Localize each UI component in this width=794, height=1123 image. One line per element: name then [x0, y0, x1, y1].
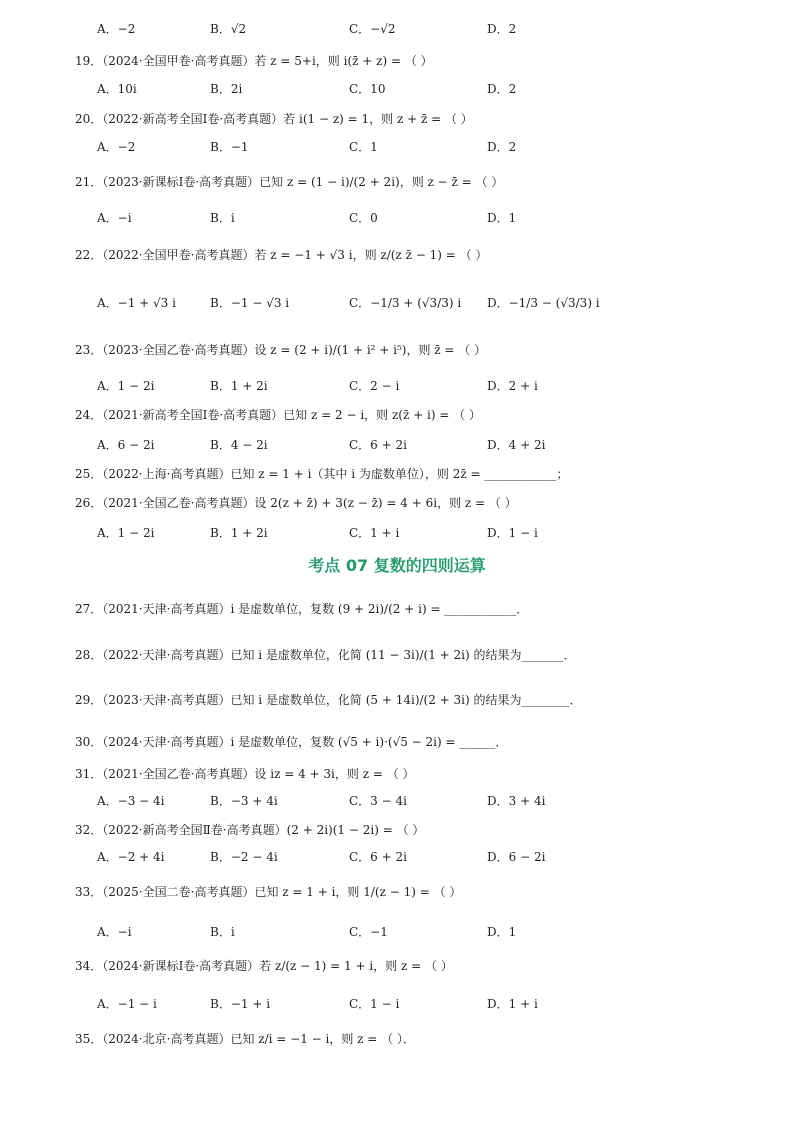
- option-c: C．0: [349, 211, 378, 225]
- option-a: A．1 − 2i: [97, 526, 155, 540]
- option-b: B．−2 − 4i: [210, 850, 278, 864]
- option-a: A．−i: [97, 925, 132, 939]
- option-d: D．2 + i: [487, 379, 538, 393]
- option-b: B．1 + 2i: [210, 526, 268, 540]
- option-d: D．1: [487, 925, 517, 939]
- option-a: A．10i: [97, 82, 137, 96]
- option-b: B．−1: [210, 140, 249, 154]
- section-title: 考点 07 复数的四则运算: [308, 556, 486, 575]
- option-b: B．−1 + i: [210, 997, 271, 1011]
- option-b: B．√2: [210, 22, 247, 36]
- option-d: D．2: [487, 140, 517, 154]
- question-26: 26．（2021·全国乙卷·高考真题）设 2(z + z̄) + 3(z − z̄) = 4 + 6i，则 z = （ ）: [75, 496, 517, 510]
- option-d: D．−1/3 − (√3/3) i: [487, 296, 600, 310]
- option-b: B．4 − 2i: [210, 438, 268, 452]
- question-34: 34．（2024·新课标Ⅰ卷·高考真题）若 z/(z − 1) = 1 + i，则 z = （ ）: [75, 959, 453, 973]
- option-d: D．3 + 4i: [487, 794, 546, 808]
- options-row: [75, 377, 734, 395]
- question-30: 30．（2024·天津·高考真题）i 是虚数单位，复数 (√5 + i)·(√5 − 2i) = ______．: [75, 735, 508, 749]
- option-c: C．2 − i: [349, 379, 400, 393]
- question-19: 19．（2024·全国甲卷·高考真题）若 z = 5+i，则 i(z̄ + z) = （ ）: [75, 54, 433, 68]
- option-d: D．6 − 2i: [487, 850, 546, 864]
- option-c: C．−1: [349, 925, 388, 939]
- options-row: [75, 923, 734, 941]
- option-a: A．−1 − i: [97, 997, 157, 1011]
- option-c: C．1 + i: [349, 526, 400, 540]
- options-row: [75, 436, 734, 454]
- question-22: 22．（2022·全国甲卷·高考真题）若 z = −1 + √3 i，则 z/(z z̄ − 1) = （ ）: [75, 248, 488, 262]
- option-c: C．6 + 2i: [349, 850, 407, 864]
- option-d: D．1: [487, 211, 517, 225]
- question-33: 33．（2025·全国二卷·高考真题）已知 z = 1 + i，则 1/(z − 1) = （ ）: [75, 885, 462, 899]
- options-row: [75, 209, 734, 227]
- question-31: 31．（2021·全国乙卷·高考真题）设 iz = 4 + 3i，则 z = （ ）: [75, 767, 415, 781]
- option-d: D．1 − i: [487, 526, 538, 540]
- option-d: D．4 + 2i: [487, 438, 546, 452]
- option-a: A．−2: [97, 140, 136, 154]
- question-35: 35．（2024·北京·高考真题）已知 z/i = −1 − i，则 z = （ ）．: [75, 1032, 415, 1046]
- question-25: 25．（2022·上海·高考真题）已知 z = 1 + i（其中 i 为虚数单位），则 2z̄ = ____________；: [75, 467, 569, 481]
- option-d: D．2: [487, 82, 517, 96]
- options-row: [75, 792, 734, 810]
- options-row: [75, 80, 734, 98]
- options-row: [75, 995, 734, 1013]
- option-a: A．−1 + √3 i: [97, 296, 176, 310]
- question-28: 28．（2022·天津·高考真题）已知 i 是虚数单位，化简 (11 − 3i)/(1 + 2i) 的结果为_______．: [75, 648, 576, 662]
- option-b: B．−1 − √3 i: [210, 296, 290, 310]
- option-b: B．−3 + 4i: [210, 794, 278, 808]
- options-row: [75, 20, 734, 38]
- option-c: C．−1/3 + (√3/3) i: [349, 296, 462, 310]
- option-c: C．6 + 2i: [349, 438, 407, 452]
- options-row: [75, 848, 734, 866]
- option-a: A．−i: [97, 211, 132, 225]
- question-23: 23．（2023·全国乙卷·高考真题）设 z = (2 + i)/(1 + i² + i⁵)，则 z̄ = （ ）: [75, 343, 487, 357]
- options-row: [75, 138, 734, 156]
- option-c: C．10: [349, 82, 386, 96]
- question-27: 27．（2021·天津·高考真题）i 是虚数单位，复数 (9 + 2i)/(2 + i) = ____________．: [75, 602, 529, 616]
- question-21: 21．（2023·新课标Ⅰ卷·高考真题）已知 z = (1 − i)/(2 + 2i)，则 z − z̄ = （ ）: [75, 175, 504, 189]
- option-a: A．−3 − 4i: [97, 794, 165, 808]
- option-c: C．1: [349, 140, 378, 154]
- option-b: B．1 + 2i: [210, 379, 268, 393]
- option-c: C．3 − 4i: [349, 794, 407, 808]
- option-a: A．−2 + 4i: [97, 850, 165, 864]
- option-a: A．−2: [97, 22, 136, 36]
- question-29: 29．（2023·天津·高考真题）已知 i 是虚数单位，化简 (5 + 14i)/(2 + 3i) 的结果为________．: [75, 693, 582, 707]
- question-32: 32．（2022·新高考全国Ⅱ卷·高考真题）(2 + 2i)(1 − 2i) = （ ）: [75, 823, 425, 837]
- options-row: [75, 524, 734, 542]
- option-b: B．i: [210, 925, 235, 939]
- options-row: [75, 294, 734, 312]
- question-20: 20．（2022·新高考全国Ⅰ卷·高考真题）若 i(1 − z) = 1，则 z + z̄ = （ ）: [75, 112, 473, 126]
- option-d: D．1 + i: [487, 997, 538, 1011]
- option-b: B．i: [210, 211, 235, 225]
- option-d: D．2: [487, 22, 517, 36]
- question-24: 24．（2021·新高考全国Ⅰ卷·高考真题）已知 z = 2 − i，则 z(z̄ + i) = （ ）: [75, 408, 481, 422]
- option-c: C．−√2: [349, 22, 396, 36]
- option-c: C．1 − i: [349, 997, 400, 1011]
- option-a: A．6 − 2i: [97, 438, 155, 452]
- option-a: A．1 − 2i: [97, 379, 155, 393]
- option-b: B．2i: [210, 82, 243, 96]
